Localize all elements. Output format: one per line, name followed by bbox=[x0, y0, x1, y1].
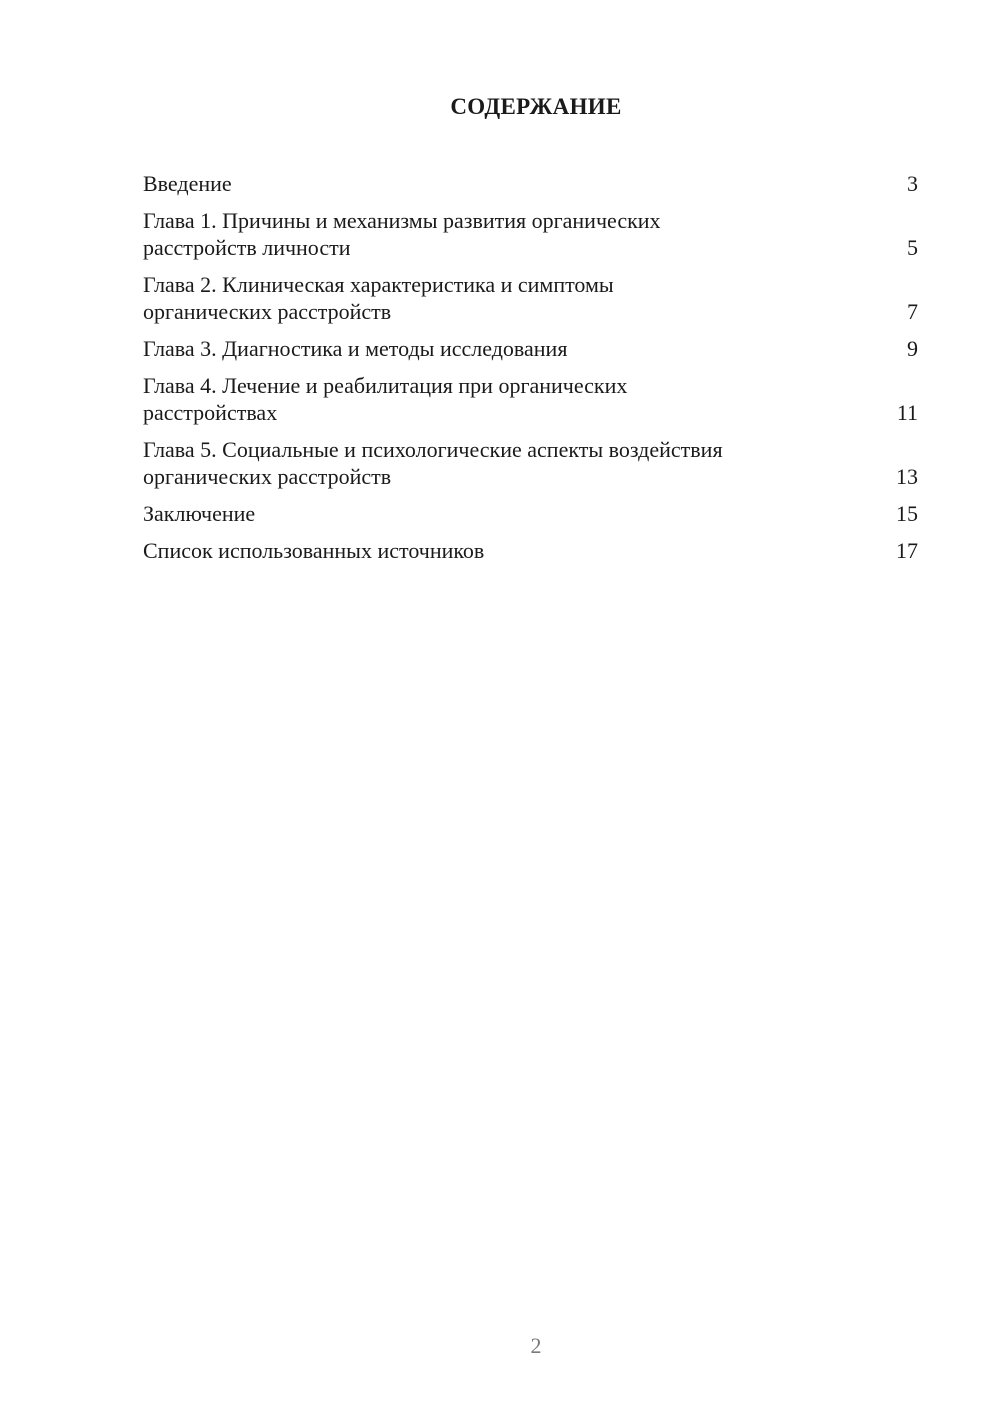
toc-entry-chapter-3 bbox=[143, 335, 918, 362]
toc-entry-title bbox=[143, 170, 907, 197]
toc-entry-line: Список использованных источников bbox=[143, 538, 485, 563]
toc-entry-page: 17 bbox=[896, 538, 918, 563]
toc-entry-page: 15 bbox=[896, 501, 918, 526]
toc-entry-page: 5 bbox=[907, 235, 918, 260]
toc-entry-line: органических расстройств bbox=[143, 464, 392, 489]
toc-entry-title bbox=[143, 271, 907, 325]
page-number: 2 bbox=[530, 1333, 542, 1358]
toc-entry-chapter-1 bbox=[143, 207, 918, 261]
toc-entry-chapter-4 bbox=[143, 372, 918, 426]
toc-entry-chapter-5 bbox=[143, 436, 918, 490]
toc-entry-conclusion bbox=[143, 500, 918, 527]
page-title: СОДЕРЖАНИЕ bbox=[450, 94, 622, 119]
toc-entry-line: органических расстройств bbox=[143, 299, 392, 324]
toc-entry-title bbox=[143, 537, 896, 564]
toc-entry-line: расстройств личности bbox=[143, 235, 351, 260]
toc-entry-references bbox=[143, 537, 918, 564]
toc-entry-line: Глава 5. Социальные и психологические аспекты воздействия bbox=[143, 437, 723, 462]
toc-entry-title bbox=[143, 372, 897, 426]
toc-entry-chapter-2 bbox=[143, 271, 918, 325]
toc-entry-title bbox=[143, 335, 907, 362]
toc-entry-page: 9 bbox=[907, 336, 918, 361]
toc-entry-line: расстройствах bbox=[143, 400, 278, 425]
toc-entry-line: Глава 4. Лечение и реабилитация при органических bbox=[143, 373, 628, 398]
table-of-contents bbox=[143, 170, 918, 574]
toc-entry-line: Глава 2. Клиническая характеристика и симптомы bbox=[143, 272, 614, 297]
toc-entry-title bbox=[143, 207, 907, 261]
toc-entry-title bbox=[143, 436, 896, 490]
toc-entry-page: 11 bbox=[896, 400, 918, 425]
toc-entry-line: Глава 1. Причины и механизмы развития органических bbox=[143, 208, 661, 233]
toc-entry-line: Глава 3. Диагностика и методы исследования bbox=[143, 336, 568, 361]
toc-entry-page: 7 bbox=[907, 299, 918, 324]
toc-entry-line: Введение bbox=[143, 171, 232, 196]
toc-entry-page: 3 bbox=[907, 171, 918, 196]
toc-entry-line: Заключение bbox=[143, 501, 256, 526]
toc-entry-title bbox=[143, 500, 896, 527]
toc-entry-page: 13 bbox=[896, 464, 918, 489]
toc-entry-introduction bbox=[143, 170, 918, 197]
